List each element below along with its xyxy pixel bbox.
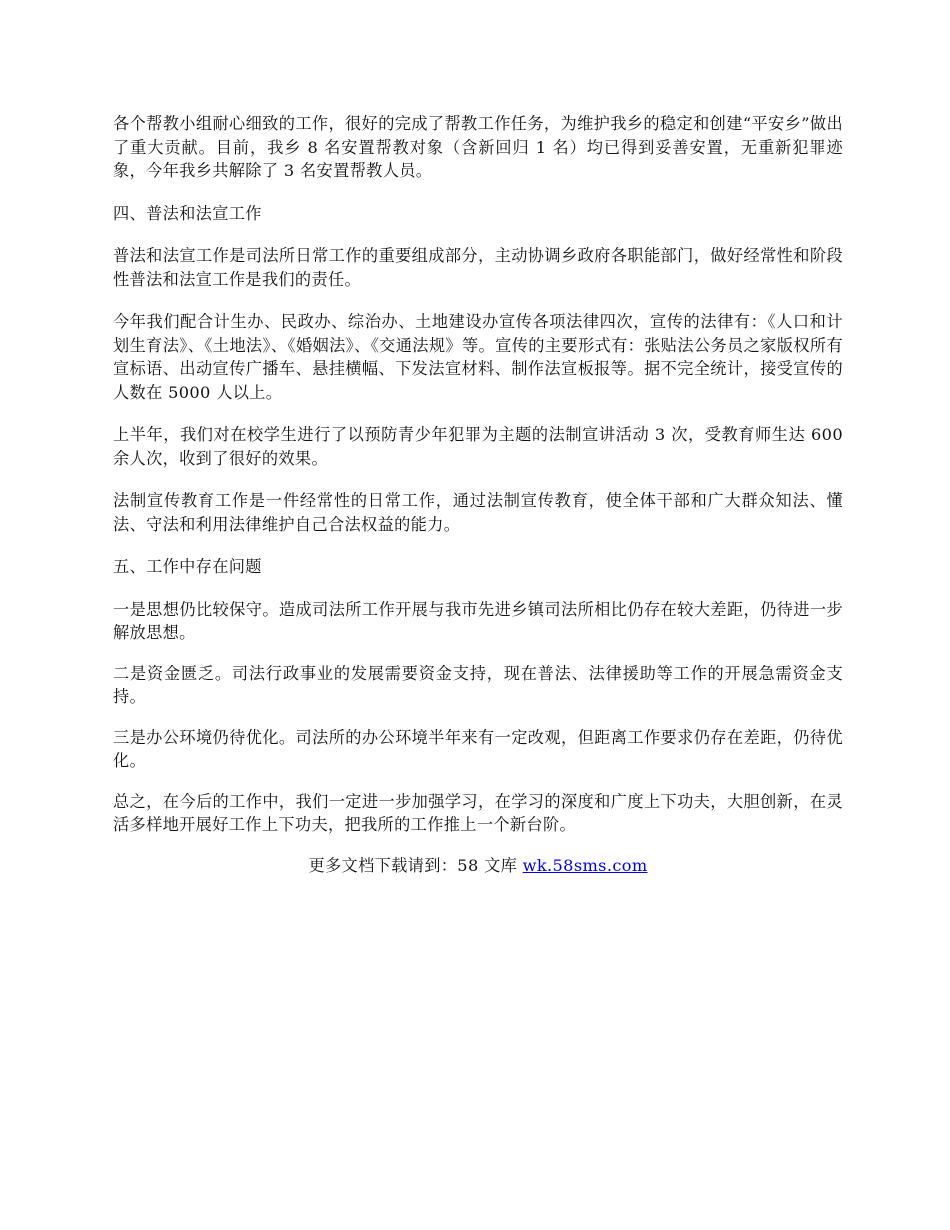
footer-download-note [113,854,843,878]
footer-link[interactable]: wk.58sms.com [522,855,648,875]
paragraph-education-purpose: 法制宣传教育工作是一件经常性的日常工作，通过法制宣传教育，使全体干部和广大群众知法、懂法、守法和利用法律维护自己合法权益的能力。 [113,491,843,534]
paragraph-rehab-summary: 各个帮教小组耐心细致的工作，很好的完成了帮教工作任务，为维护我乡的稳定和创建“平安乡”做出了重大贡献。目前，我乡 8 名安置帮教对象（含新回归 1 名）均已得到妥善安置，无重新犯罪迹象，今年我乡共解除了 3 名安置帮教人员。 [113,114,843,180]
paragraph-student-lectures: 上半年，我们对在校学生进行了以预防青少年犯罪为主题的法制宣讲活动 3 次，受教育师生达 600 余人次，收到了很好的效果。 [113,425,843,468]
paragraph-legal-education-intro: 普法和法宣工作是司法所日常工作的重要组成部分，主动协调乡政府各职能部门，做好经常性和阶段性普法和法宣工作是我们的责任。 [113,246,843,289]
paragraph-problem-funding: 二是资金匮乏。司法行政事业的发展需要资金支持，现在普法、法律援助等工作的开展急需资金支持。 [113,663,843,706]
section-heading-problems: 五、工作中存在问题 [113,557,262,576]
footer-prefix: 更多文档下载请到：58 文库 [308,855,523,875]
paragraph-problem-thinking: 一是思想仍比较保守。造成司法所工作开展与我市先进乡镇司法所相比仍存在较大差距，仍待进一步解放思想。 [113,599,843,642]
paragraph-conclusion: 总之，在今后的工作中，我们一定进一步加强学习，在学习的深度和广度上下功夫，大胆创新，在灵活多样地开展好工作上下功夫，把我所的工作推上一个新台阶。 [113,791,843,834]
paragraph-publicity-campaigns: 今年我们配合计生办、民政办、综治办、土地建设办宣传各项法律四次，宣传的法律有：《人口和计划生育法》、《土地法》、《婚姻法》、《交通法规》等。宣传的主要形式有：张贴法公务员之家版权所有宣标语、出动宣传广播车、悬挂横幅、下发法宣材料、制作法宣板报等。据不完全统计，接受宣传的人数在 5000 人以上。 [113,312,843,402]
section-heading-legal-education: 四、普法和法宣工作 [113,203,262,223]
document-body [113,112,843,877]
paragraph-problem-office: 三是办公环境仍待优化。司法所的办公环境半年来有一定改观，但距离工作要求仍存在差距，仍待优化。 [113,727,843,770]
